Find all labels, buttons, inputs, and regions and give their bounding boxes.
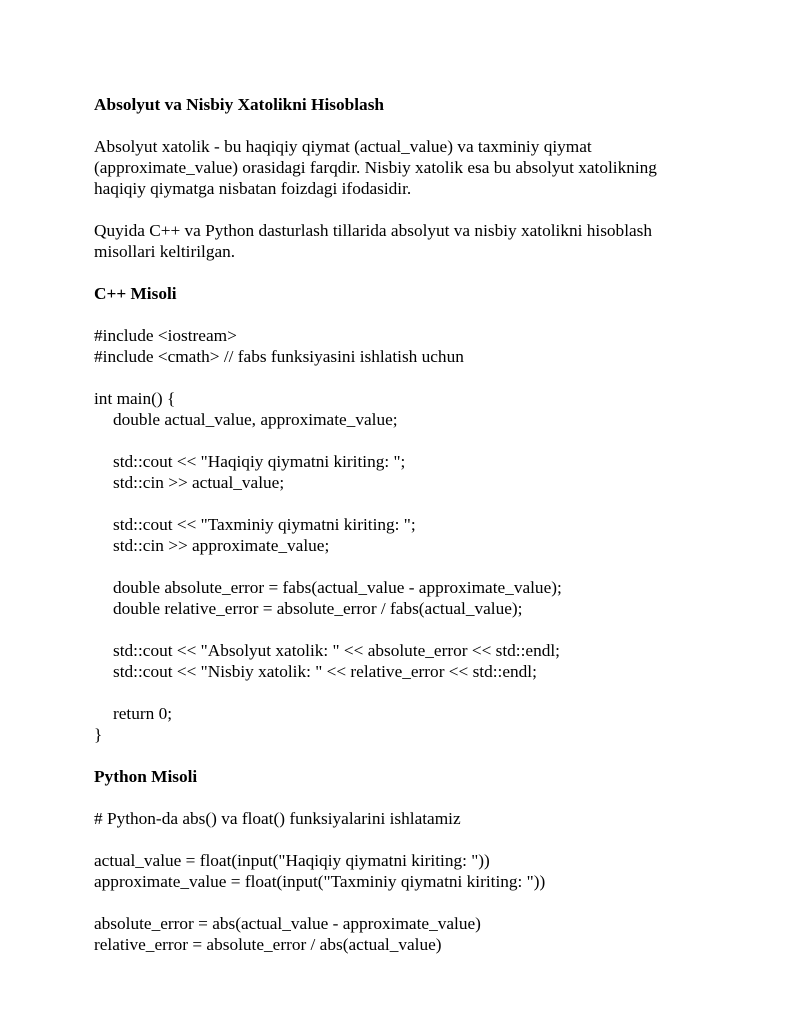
intro-line: (approximate_value) orasidagi farqdir. Nisbiy xatolik esa bu absolyut xatolikning — [94, 158, 657, 177]
code-line: std::cin >> actual_value; — [113, 473, 285, 492]
code-line: actual_value = float(input("Haqiqiy qiymatni kiriting: ")) — [94, 851, 490, 870]
document-page — [94, 94, 734, 976]
examples-line: Quyida C++ va Python dasturlash tillarida absolyut va nisbiy xatolikni hisoblash — [94, 221, 653, 240]
document-title: Absolyut va Nisbiy Xatolikni Hisoblash — [94, 95, 385, 114]
intro-line: Absolyut xatolik - bu haqiqiy qiymat (actual_value) va taxminiy qiymat — [94, 137, 592, 156]
python-code-block — [94, 850, 734, 955]
python-comment-block — [94, 808, 734, 829]
code-line: absolute_error = abs(actual_value - approximate_value) — [94, 914, 481, 933]
code-line: #include <cmath> // fabs funksiyasini ishlatish uchun — [94, 347, 464, 366]
examples-paragraph — [94, 220, 734, 262]
code-line: std::cout << "Nisbiy xatolik: " << relative_error << std::endl; — [113, 662, 537, 681]
code-line: int main() { — [94, 389, 176, 408]
code-line: approximate_value = float(input("Taxminiy qiymatni kiriting: ")) — [94, 872, 546, 891]
code-line — [94, 556, 734, 577]
python-section-heading: Python Misoli — [94, 767, 198, 786]
code-line: double absolute_error = fabs(actual_value - approximate_value); — [113, 578, 562, 597]
code-line: return 0; — [113, 704, 173, 723]
code-line: double relative_error = absolute_error / fabs(actual_value); — [113, 599, 523, 618]
code-line: relative_error = absolute_error / abs(actual_value) — [94, 935, 442, 954]
code-line: std::cout << "Absolyut xatolik: " << absolute_error << std::endl; — [113, 641, 560, 660]
code-line: std::cout << "Haqiqiy qiymatni kiriting: "; — [113, 452, 406, 471]
code-line: std::cin >> approximate_value; — [113, 536, 330, 555]
code-line: std::cout << "Taxminiy qiymatni kiriting: "; — [113, 515, 416, 534]
code-line — [94, 430, 734, 451]
code-line: double actual_value, approximate_value; — [113, 410, 398, 429]
code-line — [94, 892, 734, 913]
code-line — [94, 493, 734, 514]
intro-line: haqiqiy qiymatga nisbatan foizdagi ifodasidir. — [94, 179, 412, 198]
code-line: #include <iostream> — [94, 326, 237, 345]
intro-paragraph — [94, 136, 734, 199]
code-comment-line: # Python-da abs() va float() funksiyalarini ishlatamiz — [94, 809, 461, 828]
code-line — [94, 682, 734, 703]
code-line — [94, 619, 734, 640]
cpp-section-heading: C++ Misoli — [94, 284, 177, 303]
code-line: } — [94, 725, 103, 744]
examples-line: misollari keltirilgan. — [94, 242, 236, 261]
cpp-code-block — [94, 325, 734, 745]
code-line — [94, 367, 734, 388]
